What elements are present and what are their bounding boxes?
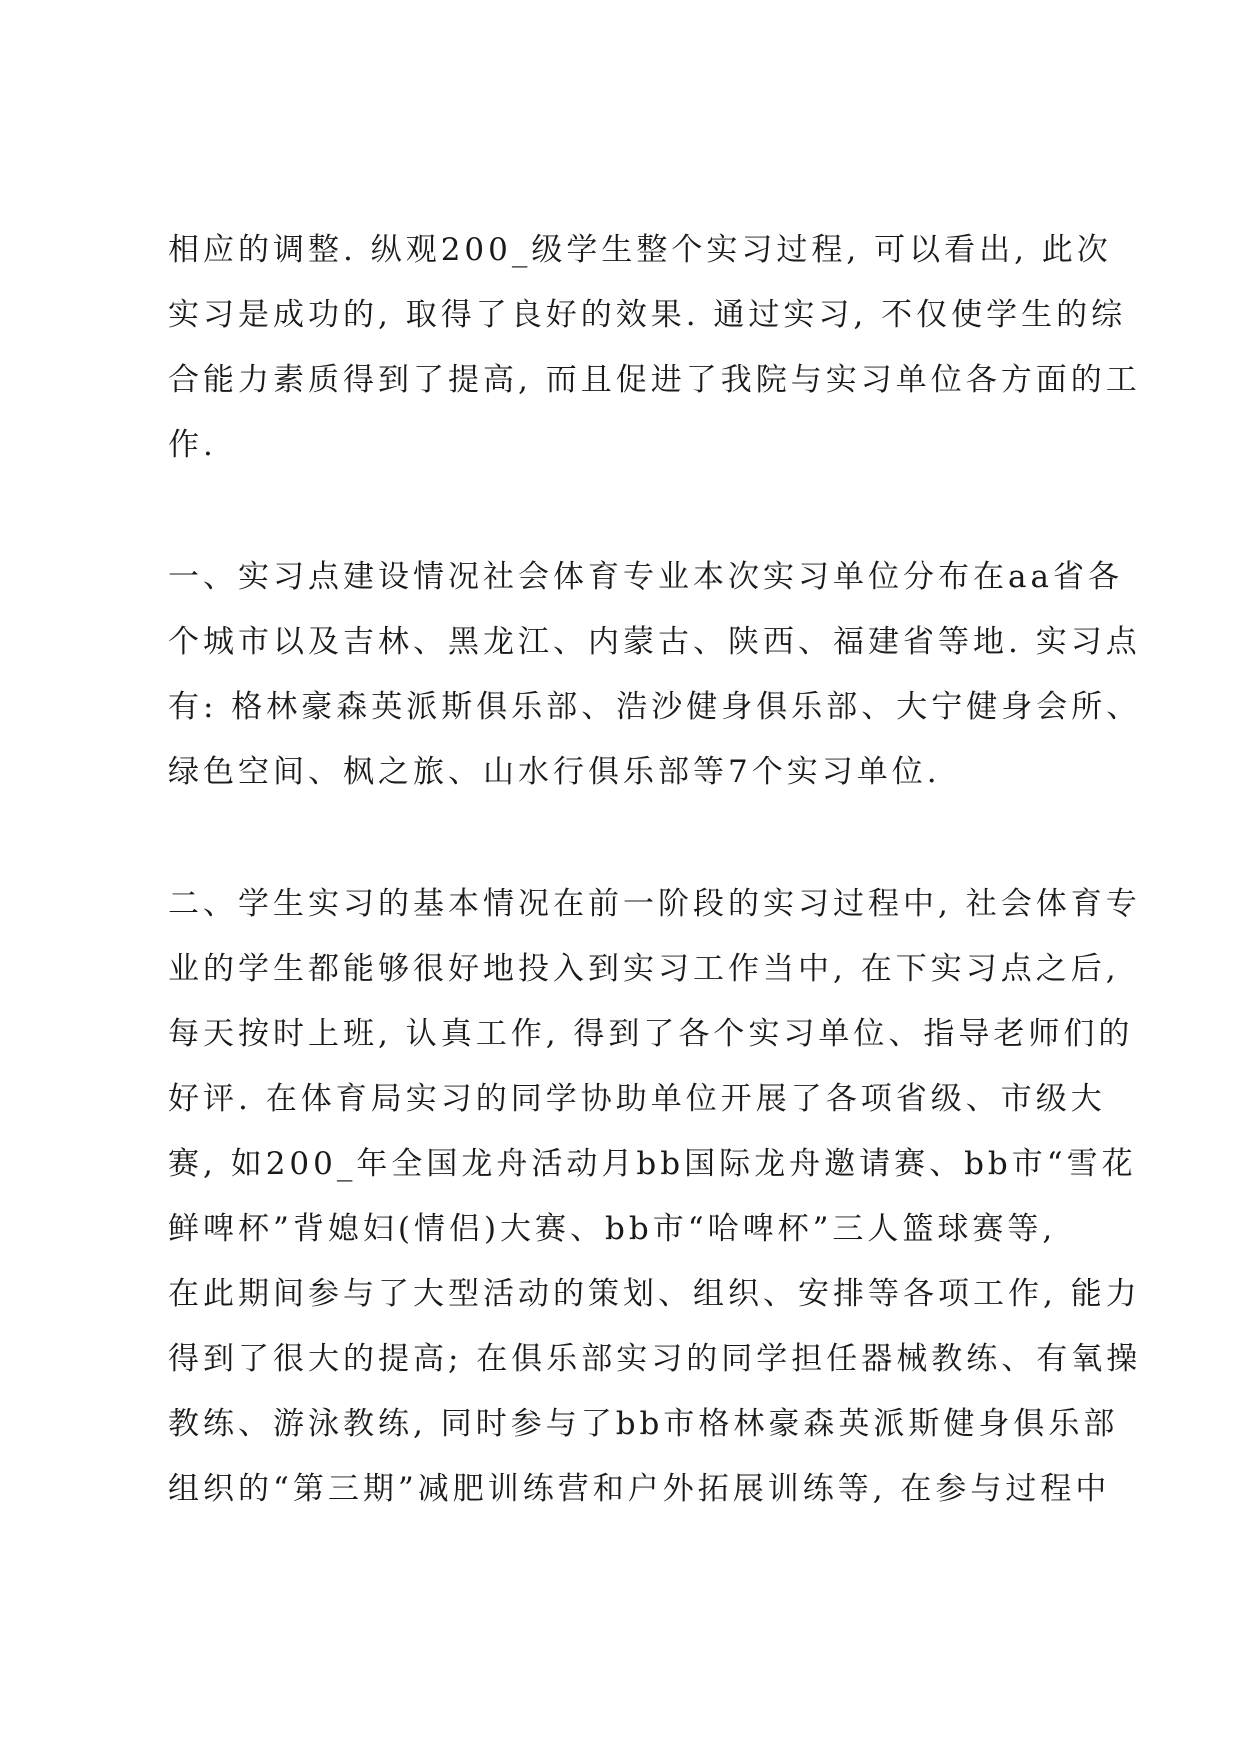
paragraph-line: 实习是成功的, 取得了良好的效果. 通过实习, 不仅使学生的综 [168,297,1127,333]
paragraph-line: 合能力素质得到了提高, 而且促进了我院与实习单位各方面的工 [168,362,1141,398]
paragraph-line: 赛, 如200_年全国龙舟活动月bb国际龙舟邀请赛、bb市“雪花 [168,1146,1137,1182]
paragraph-line: 教练、游泳教练, 同时参与了bb市格林豪森英派斯健身俱乐部 [168,1406,1119,1442]
paragraph-line: 鲜啤杯”背媳妇(情侣)大赛、bb市“哈啤杯”三人篮球赛等, [168,1211,1057,1247]
paragraph-line: 二、学生实习的基本情况在前一阶段的实习过程中, 社会体育专 [168,886,1141,922]
paragraph-line: 有: 格林豪森英派斯俱乐部、浩沙健身俱乐部、大宁健身会所、 [168,689,1142,725]
paragraph-line: 作. [168,427,217,463]
paragraph-line: 业的学生都能够很好地投入到实习工作当中, 在下实习点之后, [168,951,1120,987]
paragraph-line: 个城市以及吉林、黑龙江、内蒙古、陕西、福建省等地. 实习点 [168,624,1141,660]
paragraph-line: 在此期间参与了大型活动的策划、组织、安排等各项工作, 能力 [168,1276,1141,1312]
paragraph-line: 相应的调整. 纵观200_级学生整个实习过程, 可以看出, 此次 [168,232,1112,268]
paragraph-line: 一、实习点建设情况社会体育专业本次实习单位分布在aa省各 [168,559,1123,595]
paragraph-line: 得到了很大的提高; 在俱乐部实习的同学担任器械教练、有氧操 [168,1341,1142,1377]
paragraph-line: 好评. 在体育局实习的同学协助单位开展了各项省级、市级大 [168,1081,1106,1117]
paragraph-line: 每天按时上班, 认真工作, 得到了各个实习单位、指导老师们的 [168,1016,1134,1052]
paragraph-line: 绿色空间、枫之旅、山水行俱乐部等7个实习单位. [168,754,941,790]
paragraph-line: 组织的“第三期”减肥训练营和户外拓展训练等, 在参与过程中 [168,1471,1111,1507]
